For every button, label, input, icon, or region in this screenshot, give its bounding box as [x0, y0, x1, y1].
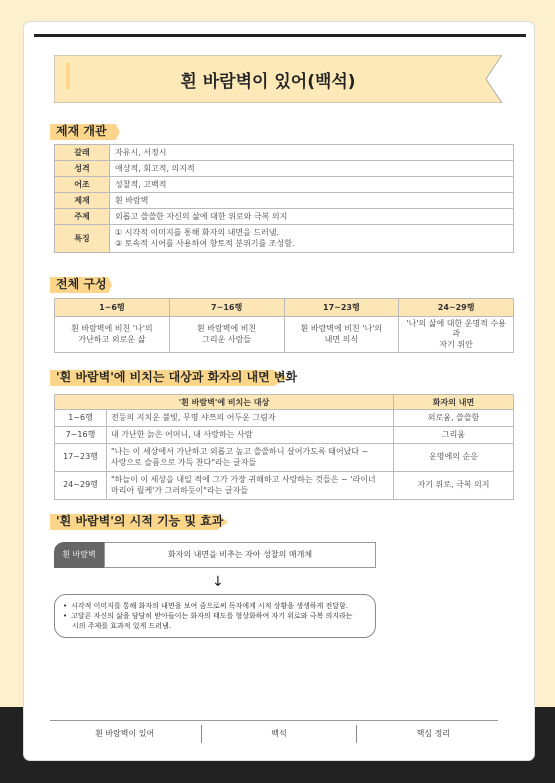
footer-label: 핵심 정리 — [356, 725, 510, 743]
function-content: 화자의 내면을 비추는 자아 성찰의 매개체 — [104, 542, 376, 568]
overview-table — [54, 144, 514, 253]
table-row: 17~23행 "나는 이 세상에서 가난하고 외롭고 높고 쓸쓸하니 살어가도록 태어났다 ~ 사랑으로 슬픔으로 가득 찬다"라는 글자들 운명에의 순응 — [55, 444, 514, 472]
arrow-down-icon: ↓ — [212, 574, 224, 590]
list-item: • 고달픈 자신의 삶을 담담히 받아들이는 화자의 태도를 형상화하여 자기 위로와 극복 의지라는 — [63, 611, 367, 621]
table-row: 주제 외롭고 쓸쓸한 자신의 삶에 대한 위로와 극복 의지 — [55, 209, 514, 225]
table-row: '흰 바람벽'에 비치는 대상 화자의 내면 — [55, 395, 514, 410]
list-item: • 시각적 이미지를 통해 화자의 내면을 보여 줌으로써 독자에게 시적 상황을 생생하게 전달함. — [63, 601, 367, 611]
table-row: 어조 성찰적, 고백적 — [55, 177, 514, 193]
table-row: 7~16행 내 가난한 늙은 어머니, 내 사랑하는 사람 그리움 — [55, 427, 514, 444]
structure-table — [54, 298, 514, 353]
section-overview-heading: 제재 개관 — [50, 120, 120, 140]
section-inner-heading: '흰 바람벽'에 비치는 대상과 화자의 내면 변화 — [50, 366, 288, 386]
footer-title: 흰 바람벽이 있어 — [95, 729, 155, 738]
footer — [48, 725, 510, 743]
table-row: 24~29행 "하늘이 이 세상을 내일 적에 그가 가장 귀해하고 사랑하는 것들은 ~ '라이너 마리아 릴케'가 그러하듯이"라는 글자들 자기 위로, 극복 의지 — [55, 472, 514, 500]
table-row: 흰 바람벽에 비친 '나'의 가난하고 외로운 삶 흰 바람벽에 비친 그리운 사람들 흰 바람벽에 비친 '나'의 내면 의식 '나'의 삶에 대한 운명적 수용과 자기 위안 — [55, 317, 514, 353]
list-item-continuation: 시의 주제를 효과적 있게 드러냄. — [72, 622, 172, 631]
table-row: 특징 ① 시각적 이미지를 통해 화자의 내면을 드러냄. ② 토속적 시어를 사용하여 향토적 분위기를 조성함. — [55, 225, 514, 253]
inner-change-table — [54, 394, 514, 500]
page-title: 흰 바람벽이 있어(백석) — [180, 72, 356, 92]
section-function-heading: '흰 바람벽'의 시적 기능 및 효과 — [50, 510, 228, 530]
table-row: 1~6행 7~16행 17~23행 24~29행 — [55, 299, 514, 317]
function-effects-box — [54, 594, 376, 638]
table-row: 성격 애상적, 회고적, 의지적 — [55, 161, 514, 177]
footer-rule — [50, 720, 498, 721]
top-rule — [34, 34, 526, 37]
document-sheet — [24, 22, 534, 760]
table-row: 1~6행 전등의 지치운 불빛, 무명 샤쯔의 어두운 그림자 외로움, 쓸쓸함 — [55, 410, 514, 427]
table-row: 갈래 자유시, 서정시 — [55, 145, 514, 161]
section-structure-heading: 전체 구성 — [50, 273, 112, 293]
function-label: 흰 바람벽 — [54, 542, 104, 568]
title-banner — [54, 55, 502, 103]
footer-author: 백석 — [201, 725, 355, 743]
table-row: 제재 흰 바람벽 — [55, 193, 514, 209]
